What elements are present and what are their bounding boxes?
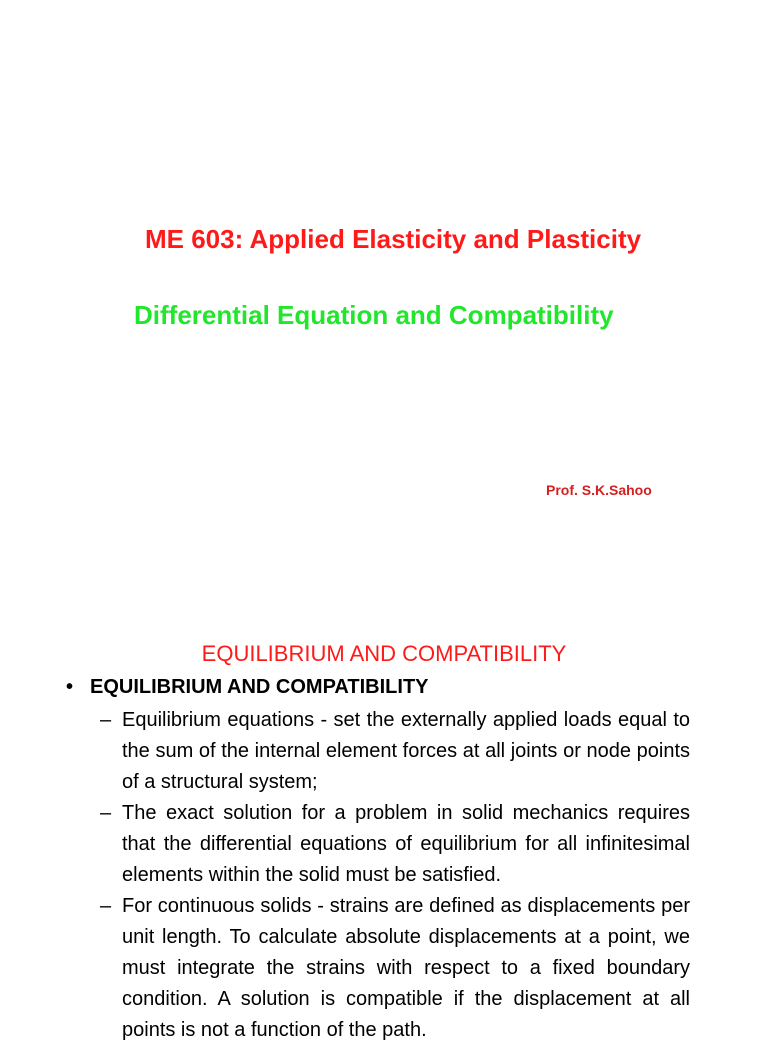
author-name: Prof. S.K.Sahoo [546, 482, 652, 498]
content-slide [0, 575, 768, 1041]
sub-bullet-item [100, 705, 690, 798]
sub-bullet-text: The exact solution for a problem in solid mechanics requires that the differential equations of equilibrium for all infinitesimal elements within the solid must be satisfied. [122, 802, 690, 886]
dash-icon: – [100, 802, 112, 824]
dash-icon: – [100, 895, 112, 917]
sub-bullet-text: For continuous solids - strains are defined as displacements per unit length. To calculate absolute displacements at a point, we must integrate the strains with respect to a fixed boundary condition. A solution is compatible if the displacement at all points is not a function of the path. [122, 895, 690, 1041]
slide-heading: EQUILIBRIUM AND COMPATIBILITY [201, 641, 567, 666]
lecture-title: Differential Equation and Compatibility [134, 300, 614, 330]
course-title: ME 603: Applied Elasticity and Plasticity [145, 224, 642, 254]
dash-icon: – [100, 709, 112, 731]
bullet-text: EQUILIBRIUM AND COMPATIBILITY [90, 676, 429, 698]
sub-bullet-item [100, 798, 690, 891]
sub-bullet-text: Equilibrium equations - set the externally applied loads equal to the sum of the internal element forces at all joints or node points of a structural system; [122, 709, 690, 793]
sub-bullet-list [100, 705, 690, 1046]
bullet-dot-icon: • [66, 676, 74, 698]
sub-bullet-item [100, 891, 690, 1046]
bullet-item [66, 676, 429, 699]
